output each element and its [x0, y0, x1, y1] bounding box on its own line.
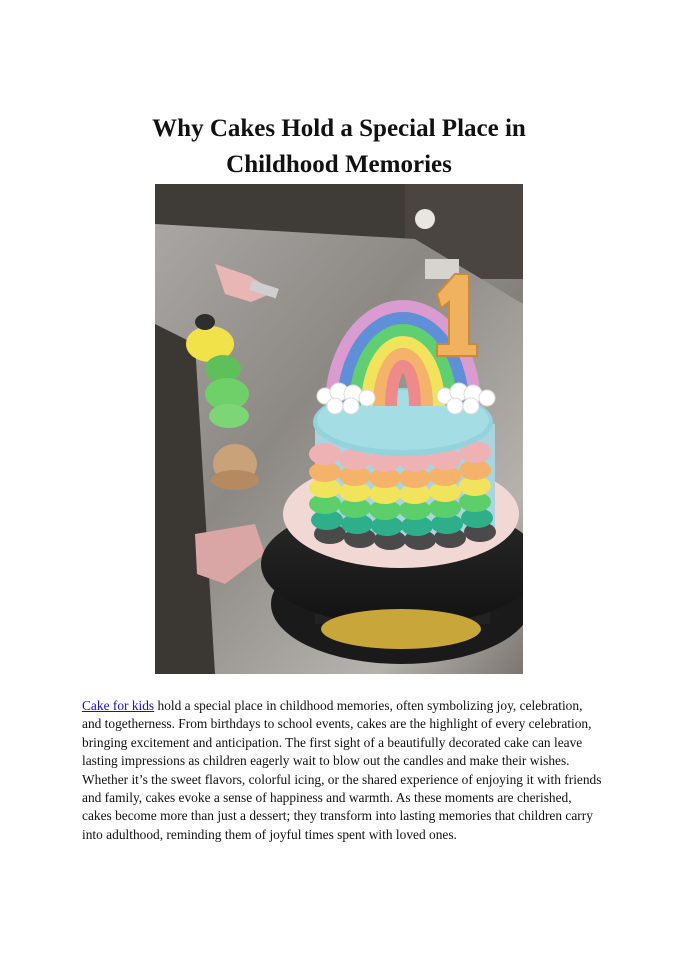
title-line-2: Childhood Memories: [226, 151, 452, 178]
cake-for-kids-link[interactable]: Cake for kids: [82, 698, 155, 713]
cake-photo-illustration: [155, 184, 523, 674]
page-title: [60, 111, 618, 183]
title-line-1: Why Cakes Hold a Special Place in: [152, 115, 526, 142]
body-paragraph-text: hold a special place in childhood memories, often symbolizing joy, celebration, and togetherness. From birthdays to school events, cakes are the highlight of every celebration, bringing excitement and anticipation. The first sight of a beautifully decorated cake can leave lasting impressions as children eagerly wait to blow out the candles and make their wishes. Whether it’s the sweet flavors, colorful icing, or the shared experience of enjoying it with friends and family, cakes evoke a sense of happiness and warmth. As these moments are cherished, cakes become more than just a dessert; they transform into lasting memories that children carry into adulthood, reminding them of joyful times spent with loved ones.: [82, 698, 602, 842]
cake-photo: [155, 184, 523, 674]
body-paragraph: [82, 697, 602, 844]
